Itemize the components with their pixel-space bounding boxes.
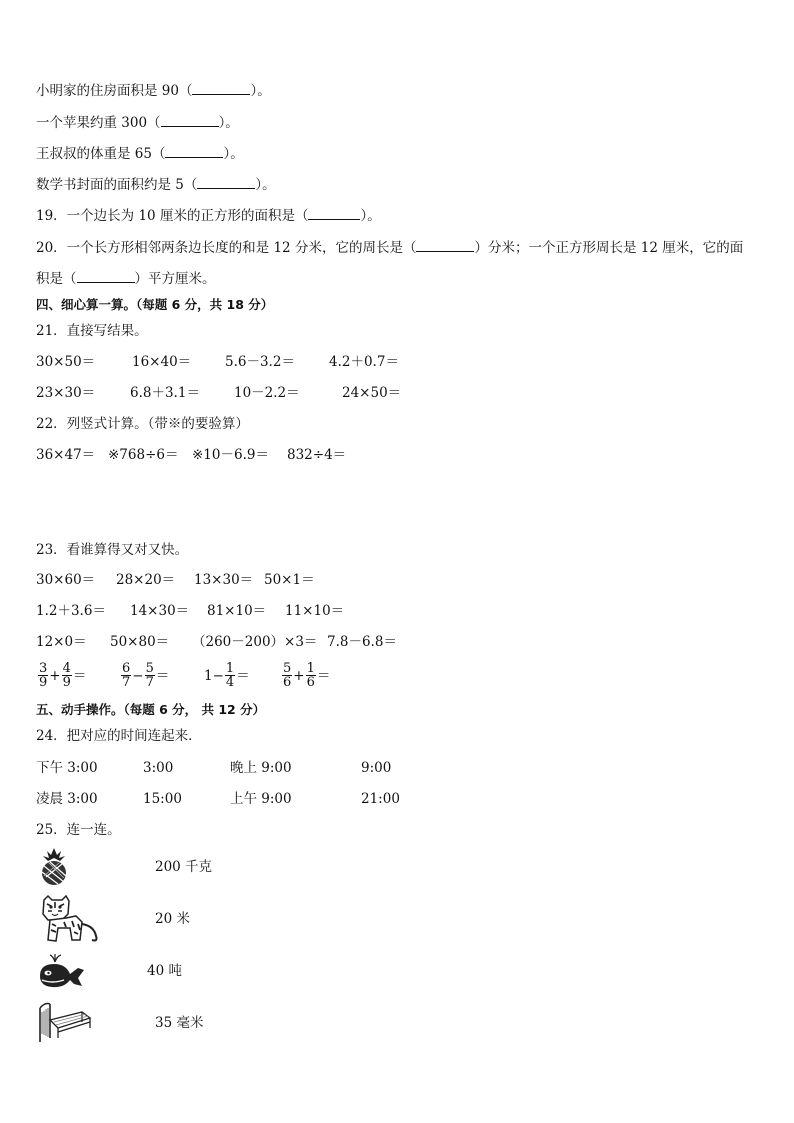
- q23-row3-item4: 7.8－6.8＝: [327, 634, 397, 650]
- answer-blank[interactable]: [192, 82, 250, 95]
- q25-label-1[interactable]: 200 千克: [155, 859, 213, 875]
- q25-label-2[interactable]: 20 米: [155, 911, 190, 927]
- q23-row1-item3: 13×30＝: [194, 572, 254, 588]
- q24-row1-item1[interactable]: 下午 3:00: [36, 760, 98, 776]
- q24-row1-item3[interactable]: 晚上 9:00: [230, 760, 292, 776]
- q21-row1-item1: 30×50＝: [36, 354, 96, 370]
- q23-row2-item2: 14×30＝: [130, 603, 190, 619]
- section-4-title: 四、细心算一算。（每题 6 分，共 18 分）: [36, 297, 274, 312]
- fraction: $\frac{1}{4}$: [225, 661, 235, 690]
- answer-blank[interactable]: [308, 207, 360, 220]
- q21-row2-item4: 24×50＝: [342, 385, 402, 401]
- fraction-expression-2: $\frac{6}{7}$ − $\frac{5}{7}$ ＝: [122, 661, 170, 690]
- q23-row1-item2: 28×20＝: [116, 572, 176, 588]
- pineapple-icon[interactable]: [36, 846, 72, 886]
- q23-row3-item1: 12×0＝: [36, 634, 87, 650]
- q22-item4: 832÷4＝: [287, 447, 347, 463]
- fraction: $\frac{5}{7}$: [145, 661, 154, 690]
- question-apple-weight: 一个苹果约重 300（ ）。: [36, 115, 239, 131]
- q24-row2-item2[interactable]: 15:00: [143, 791, 182, 807]
- q25-label-3[interactable]: 40 吨: [147, 963, 182, 979]
- q22-item2: ※768÷6＝: [108, 447, 179, 463]
- q23-row1-item1: 30×60＝: [36, 572, 96, 588]
- q24-row1-item4[interactable]: 9:00: [361, 760, 392, 776]
- q24-row2-item3[interactable]: 上午 9:00: [230, 791, 292, 807]
- section-5-title: 五、动手操作。（每题 6 分， 共 12 分）: [36, 702, 266, 717]
- q21-row1-item2: 16×40＝: [132, 354, 192, 370]
- fraction: $\frac{3}{9}$: [39, 661, 48, 690]
- answer-blank[interactable]: [197, 176, 255, 189]
- question-book-cover-area: 数学书封面的面积约是 5（ ）。: [36, 177, 276, 193]
- question-uncle-weight: 王叔叔的体重是 65（ ）。: [36, 146, 244, 162]
- q21-row2-item2: 6.8＋3.1＝: [130, 385, 200, 401]
- answer-blank[interactable]: [77, 270, 135, 283]
- question-20: 20．一个长方形相邻两条边长度的和是 12 分米，它的周长是（ ）分米；一个正方形周长是 12 厘米，它的面: [36, 240, 744, 256]
- q21-row2-item3: 10－2.2＝: [234, 385, 300, 401]
- q22-item1: 36×47＝: [36, 447, 96, 463]
- q23-row3-item2: 50×80＝: [110, 634, 170, 650]
- fraction-expression-3: 1− $\frac{1}{4}$ ＝: [204, 661, 250, 690]
- question-24-title: 24．把对应的时间连起来．: [36, 728, 202, 744]
- answer-blank[interactable]: [161, 114, 219, 127]
- fraction: $\frac{4}{9}$: [62, 661, 71, 690]
- fraction: $\frac{5}{6}$: [283, 661, 292, 690]
- question-19: 19．一个边长为 10 厘米的正方形的面积是（ ）。: [36, 208, 381, 224]
- q25-label-4[interactable]: 35 毫米: [155, 1015, 204, 1031]
- q24-row2-item4[interactable]: 21:00: [361, 791, 400, 807]
- answer-blank[interactable]: [165, 145, 223, 158]
- q23-row2-item1: 1.2＋3.6＝: [36, 603, 106, 619]
- question-21-title: 21．直接写结果。: [36, 323, 148, 339]
- q22-item3: ※10－6.9＝: [192, 447, 269, 463]
- question-20-continued: 积是（ ）平方厘米。: [36, 271, 216, 287]
- fraction-expression-4: $\frac{5}{6}$ + $\frac{1}{6}$ ＝: [283, 661, 331, 690]
- fraction: $\frac{1}{6}$: [306, 661, 315, 690]
- question-22-title: 22．列竖式计算。（带※的要验算）: [36, 416, 249, 432]
- question-house-area: 小明家的住房面积是 90（ ）。: [36, 83, 271, 99]
- question-23-title: 23．看谁算得又对又快。: [36, 542, 189, 558]
- q24-row1-item2[interactable]: 3:00: [143, 760, 174, 776]
- q21-row2-item1: 23×30＝: [36, 385, 96, 401]
- bed-icon[interactable]: [36, 998, 94, 1046]
- whale-icon[interactable]: [36, 952, 86, 990]
- q21-row1-item3: 5.6－3.2＝: [225, 354, 295, 370]
- tiger-icon[interactable]: [38, 894, 102, 946]
- q23-row1-item4: 50×1＝: [264, 572, 315, 588]
- q23-row3-item3: （260－200）×3＝: [192, 634, 318, 650]
- fraction: $\frac{6}{7}$: [122, 661, 131, 690]
- q24-row2-item1[interactable]: 凌晨 3:00: [36, 791, 98, 807]
- fraction-expression-1: $\frac{3}{9}$ + $\frac{4}{9}$ ＝: [39, 661, 87, 690]
- answer-blank[interactable]: [416, 239, 474, 252]
- q23-row2-item4: 11×10＝: [285, 603, 345, 619]
- q23-row2-item3: 81×10＝: [207, 603, 267, 619]
- q21-row1-item4: 4.2＋0.7＝: [329, 354, 399, 370]
- question-25-title: 25．连一连。: [36, 822, 121, 838]
